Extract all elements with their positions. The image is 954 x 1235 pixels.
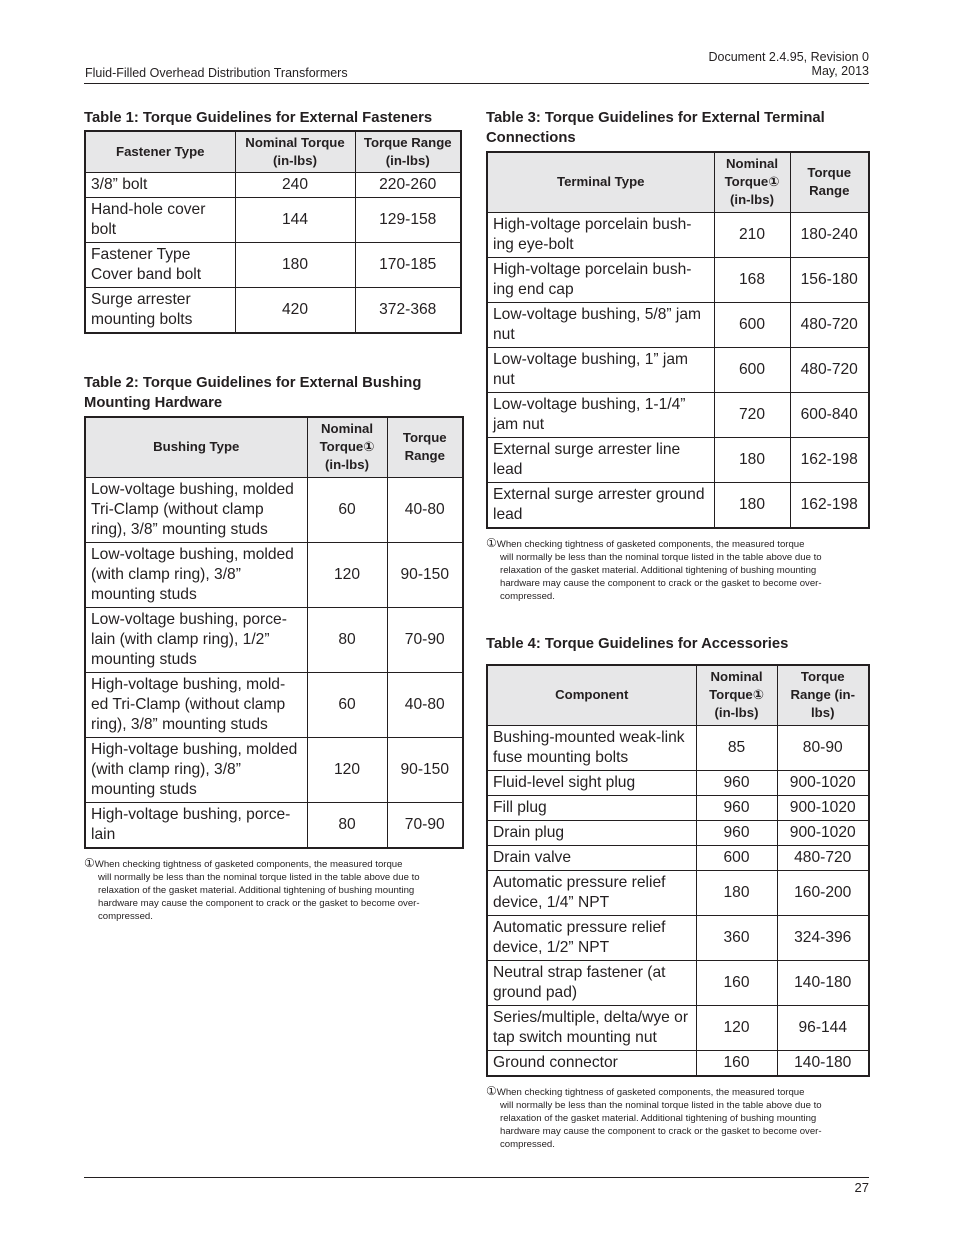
- nominal-torque-cell: 180: [235, 243, 355, 288]
- table1-header-row: [85, 131, 461, 173]
- torque-range-cell: 140-180: [777, 960, 869, 1005]
- table3: [486, 151, 870, 529]
- torque-range-cell: 600-840: [790, 392, 869, 437]
- footnote-line: [84, 884, 464, 897]
- row-label: Ground connector: [487, 1050, 696, 1076]
- table-row: [487, 845, 869, 870]
- footnote-line: [486, 1085, 870, 1099]
- row-label: External surge arrester line lead: [487, 437, 714, 482]
- torque-range-cell: 480-720: [777, 845, 869, 870]
- table-row: [487, 1050, 869, 1076]
- footnote-text: will normally be less than the nominal torque listed in the table above due to: [500, 1099, 822, 1111]
- table1: [84, 130, 462, 334]
- table-row: [487, 392, 869, 437]
- nominal-torque-cell: 600: [696, 845, 777, 870]
- row-label: Low-voltage bushing, 1-1/4” jam nut: [487, 392, 714, 437]
- footnote-marker: ①: [486, 1083, 497, 1098]
- footnote-text: When checking tightness of gasketed components, the measured torque: [496, 538, 805, 550]
- row-label: Automatic pressure relief device, 1/4” NPT: [487, 870, 696, 915]
- footnote-text: relaxation of the gasket material. Additional tightening of bushing mounting: [98, 884, 415, 896]
- row-label: Drain valve: [487, 845, 696, 870]
- table4-header-0: Component: [487, 665, 696, 725]
- nominal-torque-cell: 160: [696, 1050, 777, 1076]
- nominal-torque-cell: 80: [307, 802, 387, 848]
- nominal-torque-cell: 180: [714, 437, 790, 482]
- nominal-torque-cell: 60: [307, 477, 387, 542]
- torque-range-cell: 96-144: [777, 1005, 869, 1050]
- table3-header-1: Nominal Torque① (in-lbs): [714, 152, 790, 212]
- table-row: [487, 870, 869, 915]
- torque-range-cell: 156-180: [790, 257, 869, 302]
- nominal-torque-cell: 960: [696, 795, 777, 820]
- row-label: High-voltage porcelain bush-ing end cap: [487, 257, 714, 302]
- table3-block: [486, 108, 870, 603]
- table-row: [85, 243, 461, 288]
- footnote-text: When checking tightness of gasketed components, the measured torque: [496, 1086, 805, 1098]
- header-rule: [84, 83, 869, 84]
- torque-range-cell: 900-1020: [777, 795, 869, 820]
- nominal-torque-cell: 168: [714, 257, 790, 302]
- nominal-torque-cell: 120: [696, 1005, 777, 1050]
- footnote-text: hardware may cause the component to crack or the gasket to become over-: [500, 577, 822, 589]
- torque-range-cell: 70-90: [387, 607, 463, 672]
- table-row: [487, 347, 869, 392]
- table1-header-0: Fastener Type: [85, 131, 235, 173]
- torque-range-cell: 40-80: [387, 672, 463, 737]
- table3-header-2: Torque Range: [790, 152, 869, 212]
- table4-header-2: Torque Range (in-lbs): [777, 665, 869, 725]
- table4-header-1: Nominal Torque① (in-lbs): [696, 665, 777, 725]
- nominal-torque-cell: 80: [307, 607, 387, 672]
- row-label: Hand-hole cover bolt: [85, 198, 235, 243]
- row-label: Surge arrester mounting bolts: [85, 288, 235, 334]
- table-row: [487, 725, 869, 770]
- table2-block: [84, 373, 464, 923]
- row-label: 3/8” bolt: [85, 173, 235, 198]
- torque-range-cell: 220-260: [355, 173, 461, 198]
- footnote-line: [486, 564, 870, 577]
- footnote-line: [84, 871, 464, 884]
- table-row: [85, 607, 463, 672]
- running-header-title: Fluid-Filled Overhead Distribution Transformers: [85, 66, 348, 80]
- table4-title: Table 4: Torque Guidelines for Accessories: [486, 636, 789, 652]
- torque-range-cell: 162-198: [790, 437, 869, 482]
- table-row: [85, 672, 463, 737]
- table-row: [487, 482, 869, 528]
- nominal-torque-cell: 180: [696, 870, 777, 915]
- nominal-torque-cell: 144: [235, 198, 355, 243]
- table-row: [487, 257, 869, 302]
- nominal-torque-cell: 360: [696, 915, 777, 960]
- footnote-line: [486, 551, 870, 564]
- footnote-line: [84, 910, 464, 923]
- footnote-marker: ①: [486, 535, 497, 550]
- torque-range-cell: 80-90: [777, 725, 869, 770]
- row-label: Low-voltage bushing, 1” jam nut: [487, 347, 714, 392]
- nominal-torque-cell: 180: [714, 482, 790, 528]
- nominal-torque-cell: 160: [696, 960, 777, 1005]
- footnote-text: compressed.: [98, 910, 153, 922]
- table4-header-row: [487, 665, 869, 725]
- footnote-text: relaxation of the gasket material. Additional tightening of bushing mounting: [500, 564, 817, 576]
- nominal-torque-cell: 120: [307, 737, 387, 802]
- footnote-text: will normally be less than the nominal torque listed in the table above due to: [98, 871, 420, 883]
- footnote-line: [486, 1125, 870, 1138]
- row-label: Fill plug: [487, 795, 696, 820]
- row-label: External surge arrester ground lead: [487, 482, 714, 528]
- nominal-torque-cell: 60: [307, 672, 387, 737]
- table2-header-1: Nominal Torque① (in-lbs): [307, 417, 387, 477]
- nominal-torque-cell: 240: [235, 173, 355, 198]
- table3-title: Table 3: Torque Guidelines for External Terminal Connections: [486, 110, 825, 146]
- nominal-torque-cell: 960: [696, 770, 777, 795]
- footnote-text: hardware may cause the component to crack or the gasket to become over-: [500, 1125, 822, 1137]
- footnote-line: [84, 857, 464, 871]
- table-row: [487, 820, 869, 845]
- table1-header-2: Torque Range (in-lbs): [355, 131, 461, 173]
- footnote-marker: ①: [84, 855, 95, 870]
- document-revision: [708, 50, 869, 78]
- table-row: [487, 302, 869, 347]
- torque-range-cell: 324-396: [777, 915, 869, 960]
- table2-title: Table 2: Torque Guidelines for External Bushing Mounting Hardware: [84, 375, 422, 411]
- row-label: Drain plug: [487, 820, 696, 845]
- table2-header-2: Torque Range: [387, 417, 463, 477]
- torque-range-cell: 900-1020: [777, 820, 869, 845]
- row-label: Low-voltage bushing, porce-lain (with clamp ring), 1/2” mounting studs: [85, 607, 307, 672]
- nominal-torque-cell: 420: [235, 288, 355, 334]
- table-row: [487, 915, 869, 960]
- torque-range-cell: 170-185: [355, 243, 461, 288]
- table-row: [487, 437, 869, 482]
- footnote-text: will normally be less than the nominal torque listed in the table above due to: [500, 551, 822, 563]
- table3-header-row: [487, 152, 869, 212]
- torque-range-cell: 70-90: [387, 802, 463, 848]
- table-row: [85, 173, 461, 198]
- document-number: Document 2.4.95, Revision 0: [708, 50, 869, 64]
- footnote-text: compressed.: [500, 590, 555, 602]
- table2-header-row: [85, 417, 463, 477]
- torque-range-cell: 90-150: [387, 542, 463, 607]
- table4: [486, 664, 870, 1077]
- table-row: [85, 802, 463, 848]
- row-label: High-voltage porcelain bush-ing eye-bolt: [487, 212, 714, 257]
- footnote-line: [486, 537, 870, 551]
- footnote-text: compressed.: [500, 1138, 555, 1150]
- table2: [84, 416, 464, 849]
- table3-footnote: [486, 537, 870, 603]
- table-row: [487, 1005, 869, 1050]
- table-row: [487, 770, 869, 795]
- table-row: [85, 737, 463, 802]
- table1-block: [84, 108, 462, 334]
- nominal-torque-cell: 600: [714, 302, 790, 347]
- torque-range-cell: 160-200: [777, 870, 869, 915]
- footnote-text: When checking tightness of gasketed components, the measured torque: [94, 858, 403, 870]
- page-number: 27: [854, 1180, 869, 1195]
- nominal-torque-cell: 600: [714, 347, 790, 392]
- torque-range-cell: 129-158: [355, 198, 461, 243]
- row-label: Low-voltage bushing, molded (with clamp ring), 3/8” mounting studs: [85, 542, 307, 607]
- table2-header-0: Bushing Type: [85, 417, 307, 477]
- table-row: [487, 795, 869, 820]
- row-label: Low-voltage bushing, molded Tri-Clamp (without clamp ring), 3/8” mounting studs: [85, 477, 307, 542]
- torque-range-cell: 480-720: [790, 302, 869, 347]
- table4-footnote: [486, 1085, 870, 1151]
- row-label: Fluid-level sight plug: [487, 770, 696, 795]
- row-label: Series/multiple, delta/wye or tap switch mounting nut: [487, 1005, 696, 1050]
- torque-range-cell: 180-240: [790, 212, 869, 257]
- footer-rule: [84, 1177, 869, 1178]
- nominal-torque-cell: 85: [696, 725, 777, 770]
- table-row: [85, 477, 463, 542]
- torque-range-cell: 480-720: [790, 347, 869, 392]
- footnote-line: [486, 1138, 870, 1151]
- row-label: High-voltage bushing, molded (with clamp ring), 3/8” mounting studs: [85, 737, 307, 802]
- table4-block: [486, 634, 870, 1151]
- table1-title: Table 1: Torque Guidelines for External Fasteners: [84, 110, 433, 126]
- torque-range-cell: 900-1020: [777, 770, 869, 795]
- table-row: [487, 960, 869, 1005]
- footnote-line: [486, 577, 870, 590]
- table1-header-1: Nominal Torque (in-lbs): [235, 131, 355, 173]
- nominal-torque-cell: 210: [714, 212, 790, 257]
- footnote-line: [84, 897, 464, 910]
- nominal-torque-cell: 720: [714, 392, 790, 437]
- torque-range-cell: 140-180: [777, 1050, 869, 1076]
- footnote-line: [486, 1112, 870, 1125]
- footnote-line: [486, 1099, 870, 1112]
- nominal-torque-cell: 960: [696, 820, 777, 845]
- row-label: Fastener Type Cover band bolt: [85, 243, 235, 288]
- row-label: Automatic pressure relief device, 1/2” NPT: [487, 915, 696, 960]
- row-label: High-voltage bushing, porce-lain: [85, 802, 307, 848]
- table-row: [85, 198, 461, 243]
- table2-footnote: [84, 857, 464, 923]
- torque-range-cell: 162-198: [790, 482, 869, 528]
- footnote-text: hardware may cause the component to crack or the gasket to become over-: [98, 897, 420, 909]
- table-row: [487, 212, 869, 257]
- row-label: Neutral strap fastener (at ground pad): [487, 960, 696, 1005]
- row-label: High-voltage bushing, mold-ed Tri-Clamp (without clamp ring), 3/8” mounting studs: [85, 672, 307, 737]
- row-label: Low-voltage bushing, 5/8” jam nut: [487, 302, 714, 347]
- row-label: Bushing-mounted weak-link fuse mounting bolts: [487, 725, 696, 770]
- table-row: [85, 288, 461, 334]
- table-row: [85, 542, 463, 607]
- torque-range-cell: 90-150: [387, 737, 463, 802]
- document-date: May, 2013: [811, 64, 869, 78]
- torque-range-cell: 372-368: [355, 288, 461, 334]
- footnote-text: relaxation of the gasket material. Additional tightening of bushing mounting: [500, 1112, 817, 1124]
- nominal-torque-cell: 120: [307, 542, 387, 607]
- footnote-line: [486, 590, 870, 603]
- table3-header-0: Terminal Type: [487, 152, 714, 212]
- torque-range-cell: 40-80: [387, 477, 463, 542]
